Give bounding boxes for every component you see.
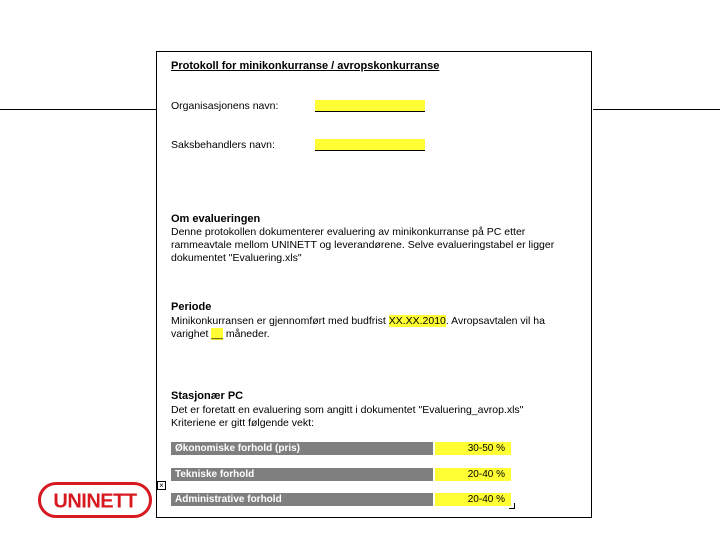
criteria-row [171, 442, 511, 455]
period-text: Minikonkurransen er gjennomført med budfrist [171, 315, 389, 327]
horizontal-rule-left [0, 109, 156, 110]
period-heading: Periode [171, 301, 212, 313]
deadline-date-field[interactable]: XX.XX.2010 [388, 315, 446, 327]
period-line-1 [171, 315, 545, 328]
case-handler-label: Saksbehandlers navn: [171, 139, 275, 151]
horizontal-rule-right [593, 109, 720, 110]
period-text: . Avropsavtalen vil ha [445, 315, 545, 327]
period-line-2 [171, 328, 270, 341]
criteria-row [171, 493, 511, 506]
pc-text-line: Det er foretatt en evaluering som angitt i dokumentet "Evaluering_avrop.xls" [171, 404, 524, 416]
criterion-name: Økonomiske forhold (pris) [171, 442, 433, 455]
evaluation-text-line: Denne protokollen dokumenterer evaluering av minikonkurranse på PC etter [171, 226, 526, 238]
period-text: måneder. [222, 328, 270, 340]
criterion-name: Administrative forhold [171, 493, 433, 506]
criterion-weight: 20-40 % [435, 493, 511, 506]
table-corner-mark [509, 503, 515, 509]
evaluation-text-line: rammeavtale mellom UNINETT og leverandørene. Selve evalueringstabel er ligger [171, 239, 555, 251]
case-handler-field[interactable] [315, 139, 425, 151]
criterion-weight: 20-40 % [435, 468, 511, 481]
criterion-weight: 30-50 % [435, 442, 511, 455]
criterion-name: Tekniske forhold [171, 468, 433, 481]
document-title: Protokoll for minikonkurranse / avropskonkurranse [171, 60, 440, 72]
logo-text: UNINETT [53, 490, 137, 513]
pc-text-line: Kriteriene er gitt følgende vekt: [171, 417, 314, 429]
period-text: varighet [171, 328, 212, 340]
evaluation-text-line: dokumentet "Evaluering.xls" [171, 252, 302, 264]
pc-heading: Stasjonær PC [171, 390, 244, 402]
criteria-row [171, 468, 511, 481]
uninett-logo [38, 482, 152, 518]
document-page [156, 51, 592, 518]
duration-field[interactable]: __ [211, 328, 223, 340]
evaluation-heading: Om evalueringen [171, 213, 261, 225]
org-name-label: Organisasjonens navn: [171, 100, 279, 112]
checkbox[interactable]: × [157, 481, 166, 490]
org-name-field[interactable] [315, 100, 425, 112]
